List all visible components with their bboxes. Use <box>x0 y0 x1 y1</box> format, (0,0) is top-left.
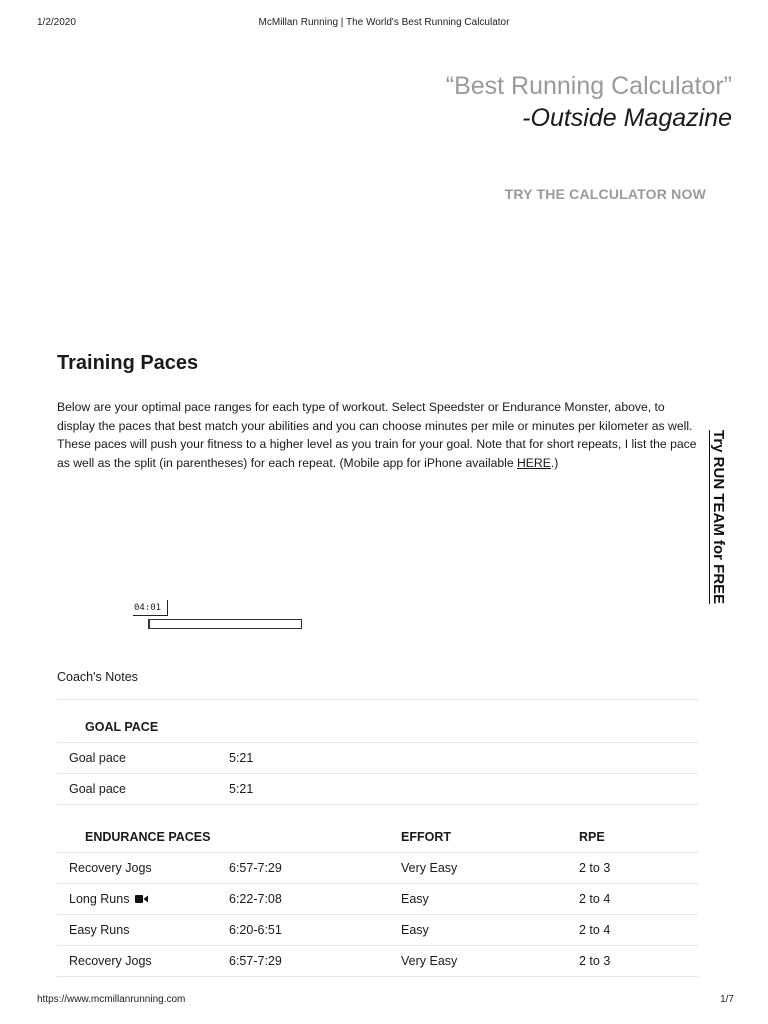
page-title: Training Paces <box>57 352 199 374</box>
intro-end: .) <box>550 455 559 470</box>
mini-underline <box>133 615 167 616</box>
divider <box>57 699 698 700</box>
workout-pace: 6:57-7:29 <box>229 954 282 968</box>
run-team-side-link[interactable]: Try RUN TEAM for FREE <box>710 430 727 605</box>
coach-notes-label[interactable]: Coach's Notes <box>57 670 138 684</box>
mini-slider[interactable] <box>148 619 302 629</box>
intro-text: Below are your optimal pace ranges for each type of workout. Select Speedster or Endurance Monster, above, to display the paces that best match your abilities and you can choose minutes per mile or minutes per kilometer as well. These paces will push your fitness to a higher level as you train for your goal. Note that for short repeats, I list the pace as well as the split (in parentheses) for each repeat. (Mobile app for iPhone available <box>57 400 697 470</box>
try-calculator-link[interactable]: TRY THE CALCULATOR NOW <box>504 186 706 202</box>
quote-text: “Best Running Calculator” <box>445 72 732 100</box>
print-title: McMillan Running | The World's Best Running Calculator <box>258 17 510 28</box>
workout-effort: Easy <box>401 923 429 937</box>
endurance-header-row <box>57 821 698 853</box>
goal-pace-header: GOAL PACE <box>85 720 159 734</box>
goal-pace-header-row <box>57 711 698 743</box>
workout-label-wrap <box>69 892 148 906</box>
iphone-app-link[interactable]: HERE <box>517 455 551 470</box>
print-date: 1/2/2020 <box>37 17 76 28</box>
mini-time-label: 04:01 <box>134 603 162 613</box>
goal-value: 5:21 <box>229 782 254 796</box>
workout-pace: 6:22-7:08 <box>229 892 282 906</box>
table-row <box>57 945 698 977</box>
mini-slider-knob[interactable] <box>148 619 150 629</box>
table-row <box>57 914 698 946</box>
hero-quote <box>446 70 732 134</box>
workout-label: Recovery Jogs <box>69 861 152 875</box>
mini-divider <box>167 600 168 616</box>
workout-rpe: 2 to 3 <box>579 954 611 968</box>
page-number: 1/7 <box>720 994 734 1005</box>
endurance-header: ENDURANCE PACES <box>85 830 211 844</box>
workout-pace: 6:20-6:51 <box>229 923 282 937</box>
table-row <box>57 883 698 915</box>
workout-label: Easy Runs <box>69 923 130 937</box>
rpe-header: RPE <box>579 830 605 844</box>
table-row <box>57 852 698 884</box>
video-camera-icon[interactable] <box>135 894 148 904</box>
workout-pace: 6:57-7:29 <box>229 861 282 875</box>
table-row <box>57 742 698 774</box>
table-row <box>57 773 698 805</box>
workout-effort: Easy <box>401 892 429 906</box>
footer-url: https://www.mcmillanrunning.com <box>37 994 186 1005</box>
workout-rpe: 2 to 3 <box>579 861 611 875</box>
goal-label: Goal pace <box>69 751 126 765</box>
workout-effort: Very Easy <box>401 861 458 875</box>
workout-rpe: 2 to 4 <box>579 923 611 937</box>
workout-effort: Very Easy <box>401 954 458 968</box>
workout-rpe: 2 to 4 <box>579 892 611 906</box>
goal-label: Goal pace <box>69 782 126 796</box>
workout-label: Long Runs <box>69 892 130 906</box>
quote-source: -Outside Magazine <box>522 104 732 132</box>
workout-label: Recovery Jogs <box>69 954 152 968</box>
effort-header: EFFORT <box>401 830 451 844</box>
intro-paragraph <box>57 398 697 472</box>
goal-value: 5:21 <box>229 751 254 765</box>
